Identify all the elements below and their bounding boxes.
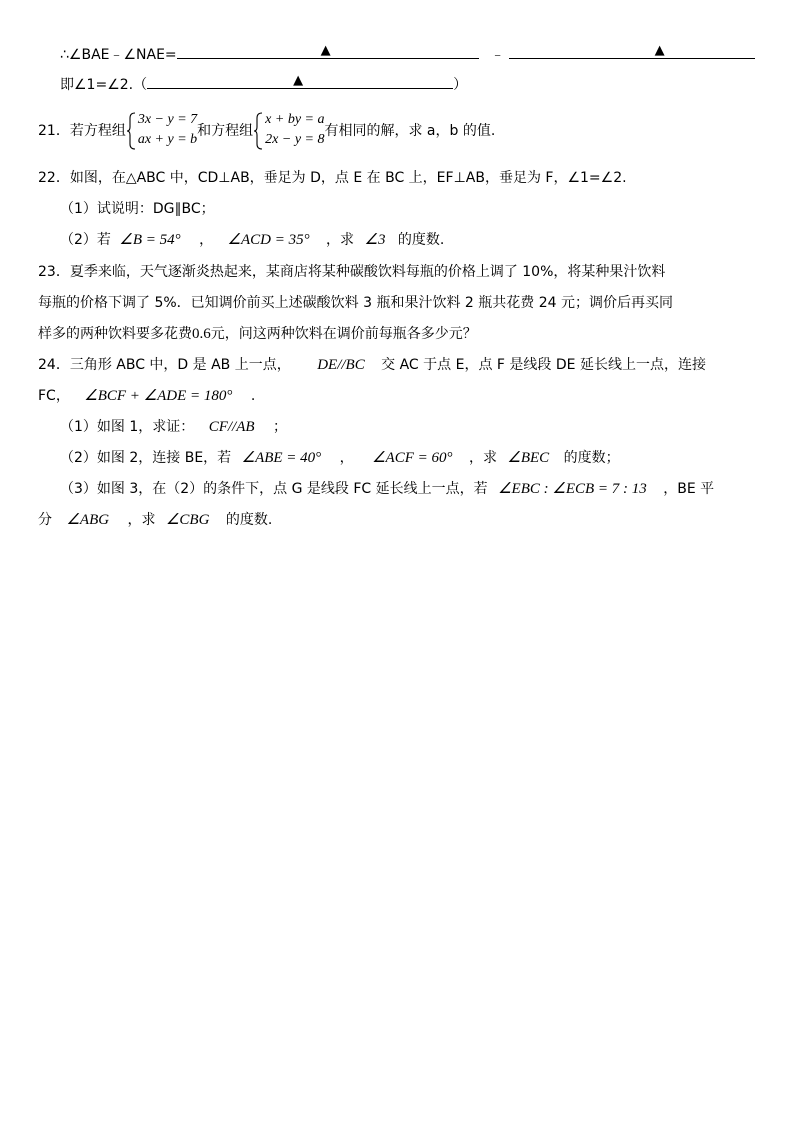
answer-blank-1[interactable] (177, 44, 479, 59)
q24-text: 交 AC 于点 E，点 F 是线段 DE 延长线上一点，连接 (381, 357, 706, 373)
proof-line-2-text: 即∠1=∠2.（ (60, 77, 148, 93)
equation: x + by = a (265, 112, 325, 127)
equation-system-1 (126, 110, 197, 152)
q21-tail: 有相同的解，求 a，b 的值. (324, 123, 496, 139)
q24-text: ，求 (468, 450, 497, 466)
question-23-line-1: 23．夏季来临，天气逐渐炎热起来，某商店将某种碳酸饮料每瓶的价格上调了 10%，将某种果汁饮料 (38, 264, 666, 280)
minus-sign: ﹣ (490, 47, 505, 63)
q22-p2-text: ， (199, 232, 214, 248)
math-expression: ∠BEC (507, 450, 550, 466)
triangle-marker-icon: ▲ (654, 43, 665, 58)
q21-lead: 21．若方程组 (38, 123, 126, 139)
math-expression: DE//BC (317, 357, 365, 373)
math-expression: ∠BCF + ∠ADE = 180° (84, 388, 233, 404)
equation: 2x − y = 8 (265, 132, 325, 147)
math-expression: ∠CBG (165, 512, 210, 528)
answer-blank-2[interactable] (509, 44, 755, 59)
q24-text: （1）如图 1，求证： (60, 419, 195, 435)
triangle-marker-icon: ▲ (293, 73, 304, 88)
question-24-line-1 (38, 355, 706, 375)
math-expression: ∠3 (364, 232, 386, 248)
q22-p2-text: 的度数. (397, 232, 445, 248)
question-24-part-1 (60, 417, 287, 437)
question-24-part-2 (60, 448, 620, 468)
q24-text: （3）如图 3，在（2）的条件下，点 G 是线段 FC 延长线上一点，若 (60, 481, 488, 497)
q24-text: FC， (38, 388, 70, 404)
math-expression: ∠ACD = 35° (227, 232, 310, 248)
q24-text: 24．三角形 ABC 中，D 是 AB 上一点， (38, 357, 291, 373)
question-24-part-3-cont (38, 510, 272, 530)
equation-system-2 (253, 110, 324, 152)
math-expression: ∠ACF = 60° (372, 450, 453, 466)
q22-p2-text: ，求 (326, 232, 355, 248)
q24-text: 的度数. (225, 512, 273, 528)
question-23-line-3 (38, 324, 477, 344)
q23-text: 元，问这两种饮料在调价前每瓶各多少元？ (210, 326, 477, 342)
equation: ax + y = b (137, 132, 198, 147)
proof-line-2 (60, 74, 467, 95)
q24-text: 分 (38, 512, 52, 528)
question-22-stem: 22．如图，在△ABC 中，CD⊥AB，垂足为 D，点 E 在 BC 上，EF⊥AB，垂足为 F，∠1=∠2. (38, 170, 627, 186)
q24-text: ， (339, 450, 354, 466)
q24-text: ，求 (127, 512, 156, 528)
math-expression: ∠B = 54° (119, 232, 181, 248)
math-expression: ∠ABE = 40° (241, 450, 322, 466)
q24-text: ，BE 平 (663, 481, 715, 497)
equation: 3x − y = 7 (137, 112, 198, 127)
math-expression: ∠ABG (66, 512, 110, 528)
triangle-marker-icon: ▲ (320, 43, 331, 58)
q24-text: 的度数； (563, 450, 620, 466)
proof-line-1-text: ∴∠BAE﹣∠NAE= (60, 47, 177, 63)
answer-blank-3[interactable] (147, 74, 453, 89)
question-23-line-2: 每瓶的价格下调了 5%．已知调价前买上述碳酸饮料 3 瓶和果汁饮料 2 瓶共花费 24 元；调价后再买同 (38, 295, 673, 311)
question-22-part-2 (60, 230, 444, 250)
left-brace-icon (253, 112, 263, 150)
q22-p2-text: （2）若 (60, 232, 111, 248)
q23-text: 样多的两种饮料要多花费 (38, 326, 192, 342)
q24-text: （2）如图 2，连接 BE，若 (60, 450, 232, 466)
math-expression: ∠EBC : ∠ECB = 7 : 13 (498, 481, 647, 497)
q21-mid: 和方程组 (197, 123, 254, 139)
question-22-part-1: （1）试说明：DG∥BC； (60, 201, 215, 217)
q24-text: . (250, 388, 256, 404)
question-24-line-2 (38, 386, 255, 406)
closing-paren: ） (453, 77, 468, 93)
left-brace-icon (126, 112, 136, 150)
question-21 (38, 110, 495, 152)
proof-line-1 (60, 44, 755, 65)
q24-text: ； (273, 419, 287, 435)
question-24-part-3 (60, 479, 714, 499)
math-expression: CF//AB (208, 419, 255, 435)
math-number: 0.6 (192, 326, 211, 342)
